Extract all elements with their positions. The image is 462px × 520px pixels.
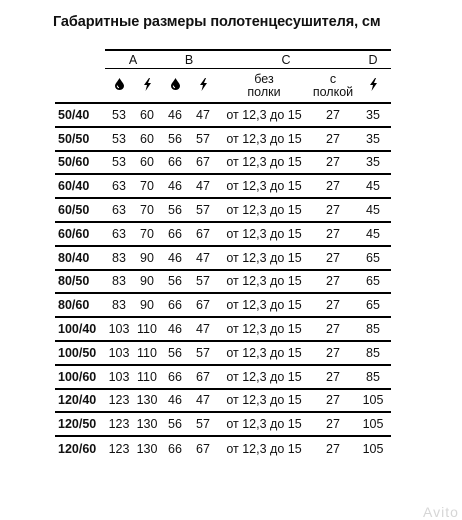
cell-b-electric: 67: [196, 441, 210, 456]
cell-a-electric: 70: [140, 203, 154, 218]
cell-b-electric: 57: [196, 274, 210, 289]
cell-size: 60/60: [58, 226, 90, 241]
cell-c-no-shelf: от 12,3 до 15: [226, 417, 302, 432]
cell-a-electric: 70: [140, 226, 154, 241]
cell-size: 120/60: [58, 441, 97, 456]
cell-b-water: 66: [168, 298, 182, 313]
header-corner-cell: [55, 50, 105, 69]
cell-a-water: 123: [108, 441, 130, 456]
cell-c-with-shelf: 27: [326, 322, 340, 337]
cell-a-electric: 130: [136, 417, 158, 432]
cell-c-with-shelf: 27: [326, 250, 340, 265]
cell-c-no-shelf: от 12,3 до 15: [226, 441, 302, 456]
cell-b-electric: 67: [196, 155, 210, 170]
header-group-d: D: [355, 50, 391, 69]
c-with-shelf-header: [311, 69, 355, 104]
cell-c-no-shelf: от 12,3 до 15: [226, 179, 302, 194]
table-row: [55, 270, 391, 294]
cell-c-no-shelf: от 12,3 до 15: [226, 298, 302, 313]
cell-b-electric: 57: [196, 345, 210, 360]
table-row: [55, 174, 391, 198]
cell-c-with-shelf: 27: [326, 393, 340, 408]
cell-a-water: 53: [112, 131, 126, 146]
cell-c-with-shelf: 27: [326, 131, 340, 146]
cell-d: 65: [366, 250, 380, 265]
cell-b-water: 66: [168, 155, 182, 170]
table-row: [55, 198, 391, 222]
cell-size: 120/40: [58, 393, 97, 408]
header-group-b: B: [161, 50, 217, 69]
cell-c-no-shelf: от 12,3 до 15: [226, 203, 302, 218]
cell-size: 50/60: [58, 155, 90, 170]
cell-c-with-shelf: 27: [326, 179, 340, 194]
d-electric-header: [355, 69, 391, 104]
cell-a-water: 103: [108, 322, 130, 337]
cell-d: 45: [366, 226, 380, 241]
cell-c-with-shelf: 27: [326, 417, 340, 432]
table-row: [55, 103, 391, 127]
cell-a-water: 83: [112, 274, 126, 289]
lightning-icon: [199, 78, 208, 94]
c-no-shelf-header: [217, 69, 311, 104]
table-row: [55, 293, 391, 317]
cell-d: 85: [366, 369, 380, 384]
cell-c-no-shelf: от 12,3 до 15: [226, 369, 302, 384]
cell-size: 60/50: [58, 203, 90, 218]
cell-a-electric: 130: [136, 393, 158, 408]
table-row: [55, 341, 391, 365]
a-electric-header: [133, 69, 161, 104]
cell-a-electric: 90: [140, 250, 154, 265]
cell-b-electric: 47: [196, 393, 210, 408]
cell-size: 60/40: [58, 179, 90, 194]
page-title: Габаритные размеры полотенцесушителя, см: [53, 14, 381, 30]
cell-c-no-shelf: от 12,3 до 15: [226, 274, 302, 289]
cell-c-with-shelf: 27: [326, 274, 340, 289]
cell-b-water: 46: [168, 179, 182, 194]
cell-size: 50/50: [58, 131, 90, 146]
cell-d: 105: [362, 393, 384, 408]
cell-c-no-shelf: от 12,3 до 15: [226, 345, 302, 360]
table-row: [55, 127, 391, 151]
table-row: [55, 365, 391, 389]
cell-size: 50/40: [58, 107, 90, 122]
header-group-c: C: [217, 50, 355, 69]
c-no-shelf-line2: полки: [247, 84, 281, 99]
cell-d: 35: [366, 155, 380, 170]
cell-b-electric: 47: [196, 250, 210, 265]
cell-a-water: 53: [112, 107, 126, 122]
cell-size: 100/50: [58, 345, 97, 360]
cell-c-with-shelf: 27: [326, 226, 340, 241]
dimensions-table: [55, 49, 391, 460]
cell-a-electric: 110: [137, 369, 157, 384]
table-row: [55, 246, 391, 270]
cell-d: 65: [366, 274, 380, 289]
cell-a-electric: 70: [140, 179, 154, 194]
c-with-shelf-line2: полкой: [312, 84, 354, 99]
cell-size: 80/60: [58, 298, 90, 313]
table-body: [55, 103, 391, 460]
cell-b-electric: 67: [196, 298, 210, 313]
cell-c-no-shelf: от 12,3 до 15: [226, 393, 302, 408]
cell-a-water: 63: [112, 203, 126, 218]
cell-b-water: 66: [168, 441, 182, 456]
cell-size: 80/50: [58, 274, 90, 289]
cell-a-water: 123: [108, 393, 130, 408]
cell-b-electric: 47: [196, 322, 210, 337]
cell-b-water: 46: [168, 107, 182, 122]
cell-a-electric: 90: [140, 298, 154, 313]
cell-c-no-shelf: от 12,3 до 15: [226, 322, 302, 337]
header-sub-corner-cell: [55, 69, 105, 104]
cell-size: 100/40: [58, 322, 97, 337]
cell-b-water: 66: [168, 369, 182, 384]
cell-b-water: 66: [168, 226, 182, 241]
table-row: [55, 389, 391, 413]
cell-a-electric: 90: [140, 274, 154, 289]
cell-d: 45: [366, 203, 380, 218]
cell-d: 65: [366, 298, 380, 313]
cell-c-with-shelf: 27: [326, 369, 340, 384]
c-with-shelf-line1: с: [329, 71, 337, 86]
cell-b-electric: 67: [196, 226, 210, 241]
cell-b-water: 56: [168, 274, 182, 289]
table-row: [55, 222, 391, 246]
cell-c-with-shelf: 27: [326, 107, 340, 122]
cell-a-electric: 60: [140, 107, 154, 122]
cell-d: 35: [366, 131, 380, 146]
c-no-shelf-line1: без: [254, 71, 274, 86]
cell-d: 35: [366, 107, 380, 122]
lightning-icon: [369, 78, 378, 94]
cell-c-with-shelf: 27: [326, 298, 340, 313]
cell-c-no-shelf: от 12,3 до 15: [226, 226, 302, 241]
cell-c-no-shelf: от 12,3 до 15: [226, 250, 302, 265]
cell-b-water: 56: [168, 345, 182, 360]
header-sub-row: [55, 69, 391, 104]
cell-c-with-shelf: 27: [326, 345, 340, 360]
cell-d: 105: [362, 417, 384, 432]
cell-b-water: 46: [168, 250, 182, 265]
cell-b-electric: 47: [196, 179, 210, 194]
cell-size: 120/50: [58, 417, 97, 432]
cell-b-electric: 57: [196, 203, 210, 218]
cell-a-water: 103: [108, 345, 130, 360]
b-water-header: [161, 69, 189, 104]
cell-b-electric: 47: [196, 107, 210, 122]
cell-a-water: 63: [112, 179, 126, 194]
water-drop-icon: [171, 78, 180, 93]
cell-b-electric: 57: [196, 417, 210, 432]
cell-c-no-shelf: от 12,3 до 15: [226, 107, 302, 122]
lightning-icon: [143, 78, 152, 94]
cell-a-water: 63: [112, 226, 126, 241]
cell-a-electric: 110: [137, 345, 157, 360]
cell-a-water: 123: [108, 417, 130, 432]
cell-d: 85: [366, 345, 380, 360]
cell-b-water: 56: [168, 131, 182, 146]
cell-size: 80/40: [58, 250, 90, 265]
table-row: [55, 151, 391, 175]
cell-b-water: 56: [168, 203, 182, 218]
cell-size: 100/60: [58, 369, 97, 384]
table-row: [55, 412, 391, 436]
cell-b-electric: 57: [196, 131, 210, 146]
b-electric-header: [189, 69, 217, 104]
cell-a-electric: 110: [137, 322, 157, 337]
cell-a-electric: 60: [140, 155, 154, 170]
cell-a-water: 83: [112, 298, 126, 313]
cell-d: 105: [362, 441, 384, 456]
cell-a-electric: 130: [136, 441, 158, 456]
cell-b-water: 56: [168, 417, 182, 432]
water-drop-icon: [115, 78, 124, 93]
cell-c-with-shelf: 27: [326, 441, 340, 456]
cell-c-no-shelf: от 12,3 до 15: [226, 155, 302, 170]
table-row: [55, 436, 391, 460]
cell-b-water: 46: [168, 393, 182, 408]
cell-d: 85: [366, 322, 380, 337]
header-group-row: [55, 50, 391, 69]
cell-c-no-shelf: от 12,3 до 15: [226, 131, 302, 146]
cell-a-water: 103: [108, 369, 130, 384]
watermark: Avito: [423, 504, 459, 520]
cell-a-water: 83: [112, 250, 126, 265]
a-water-header: [105, 69, 133, 104]
table-row: [55, 317, 391, 341]
header-group-a: A: [105, 50, 161, 69]
cell-b-water: 46: [168, 322, 182, 337]
cell-a-water: 53: [112, 155, 126, 170]
cell-c-with-shelf: 27: [326, 155, 340, 170]
cell-b-electric: 67: [196, 369, 210, 384]
cell-d: 45: [366, 179, 380, 194]
cell-a-electric: 60: [140, 131, 154, 146]
cell-c-with-shelf: 27: [326, 203, 340, 218]
